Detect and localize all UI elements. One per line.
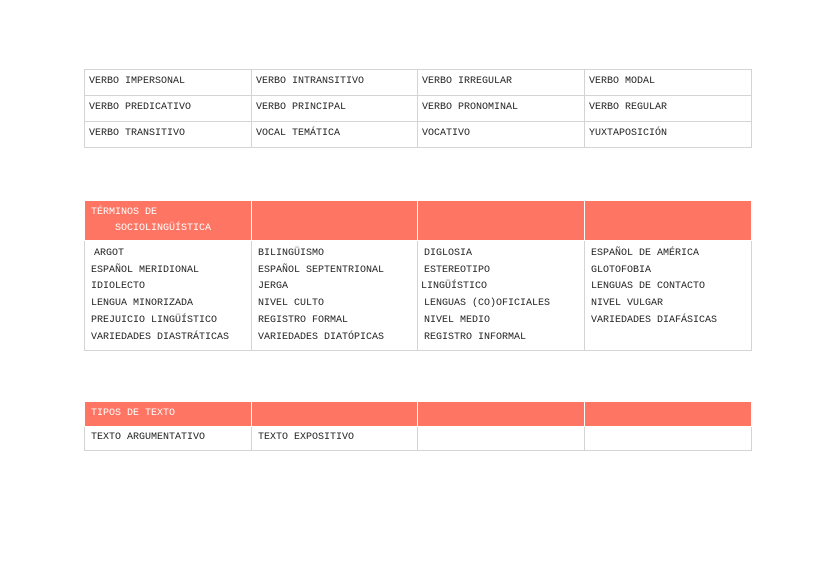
table-cell: YUXTAPOSICIÓN xyxy=(585,122,752,148)
list-item: DIGLOSIA xyxy=(424,248,473,259)
list-item: GLOTOFOBIA xyxy=(591,264,652,276)
term-column-3 xyxy=(418,241,585,351)
table-header-cell xyxy=(85,201,252,241)
list-item: ESPAÑOL MERIDIONAL xyxy=(91,264,200,276)
list-item: LENGUAS DE CONTACTO xyxy=(591,281,706,293)
list-item: NIVEL CULTO xyxy=(258,298,325,310)
table-cell: VERBO PRONOMINAL xyxy=(418,96,585,122)
sociolinguistics-terms-table xyxy=(84,200,752,351)
table-cell: VERBO TRANSITIVO xyxy=(85,122,252,148)
table-header-row xyxy=(85,201,752,241)
term-column-2 xyxy=(252,241,418,351)
table-cell: VERBO INTRANSITIVO xyxy=(252,70,418,96)
table-header-cell xyxy=(85,402,252,427)
list-item: JERGA xyxy=(258,281,289,293)
term-column-1 xyxy=(85,241,252,351)
heading-line-2: SOCIOLINGÜÍSTICA xyxy=(115,223,212,234)
table-cell: VERBO REGULAR xyxy=(585,96,752,122)
term-column-4 xyxy=(585,241,752,351)
list-item: IDIOLECTO xyxy=(91,281,146,293)
table-cell: VERBO PRINCIPAL xyxy=(252,96,418,122)
list-item: LENGUAS (CO)OFICIALES xyxy=(424,298,551,310)
list-item: NIVEL VULGAR xyxy=(591,298,664,310)
table-cell: VERBO IMPERSONAL xyxy=(85,70,252,96)
table-row xyxy=(85,96,752,122)
list-item: LINGÜÍSTICO xyxy=(421,281,488,293)
table-row xyxy=(85,122,752,148)
table-row xyxy=(85,70,752,96)
list-item: BILINGÜISMO xyxy=(258,248,325,259)
list-item: PREJUICIO LINGÜÍSTICO xyxy=(91,314,218,326)
list-item: ARGOT xyxy=(94,248,125,259)
list-item: ESPAÑOL SEPTENTRIONAL xyxy=(258,264,385,276)
table-cell: VERBO IRREGULAR xyxy=(418,70,585,96)
table-cell xyxy=(585,427,752,451)
table-row xyxy=(85,427,752,451)
table-header-cell xyxy=(252,402,418,427)
table-row xyxy=(85,241,752,351)
table-header-row xyxy=(85,402,752,427)
table-header-cell xyxy=(252,201,418,241)
table-cell: VOCATIVO xyxy=(418,122,585,148)
section-heading: TIPOS DE TEXTO xyxy=(91,408,176,419)
list-item: REGISTRO FORMAL xyxy=(258,314,349,326)
table-cell xyxy=(418,427,585,451)
list-item: ESPAÑOL DE AMÉRICA xyxy=(591,248,700,259)
table-header-cell xyxy=(585,402,752,427)
list-item: VARIEDADES DIATÓPICAS xyxy=(258,331,385,343)
table-cell: VERBO PREDICATIVO xyxy=(85,96,252,122)
table-header-cell xyxy=(418,402,585,427)
table-cell: VERBO MODAL xyxy=(585,70,752,96)
heading-line-1: TÉRMINOS DE xyxy=(91,207,158,218)
text-types-table xyxy=(84,401,752,451)
table-cell: VOCAL TEMÁTICA xyxy=(252,122,418,148)
list-item: REGISTRO INFORMAL xyxy=(424,331,527,343)
section-heading xyxy=(85,201,251,237)
list-item: NIVEL MEDIO xyxy=(424,314,491,326)
list-item: ESTEREOTIPO xyxy=(424,264,491,276)
table-header-cell xyxy=(418,201,585,241)
verb-terms-table xyxy=(84,69,752,148)
table-cell: TEXTO ARGUMENTATIVO xyxy=(85,427,252,451)
table-cell: TEXTO EXPOSITIVO xyxy=(252,427,418,451)
list-item: VARIEDADES DIAFÁSICAS xyxy=(591,314,718,326)
list-item: VARIEDADES DIASTRÁTICAS xyxy=(91,331,230,343)
list-item: LENGUA MINORIZADA xyxy=(91,298,194,310)
table-header-cell xyxy=(585,201,752,241)
